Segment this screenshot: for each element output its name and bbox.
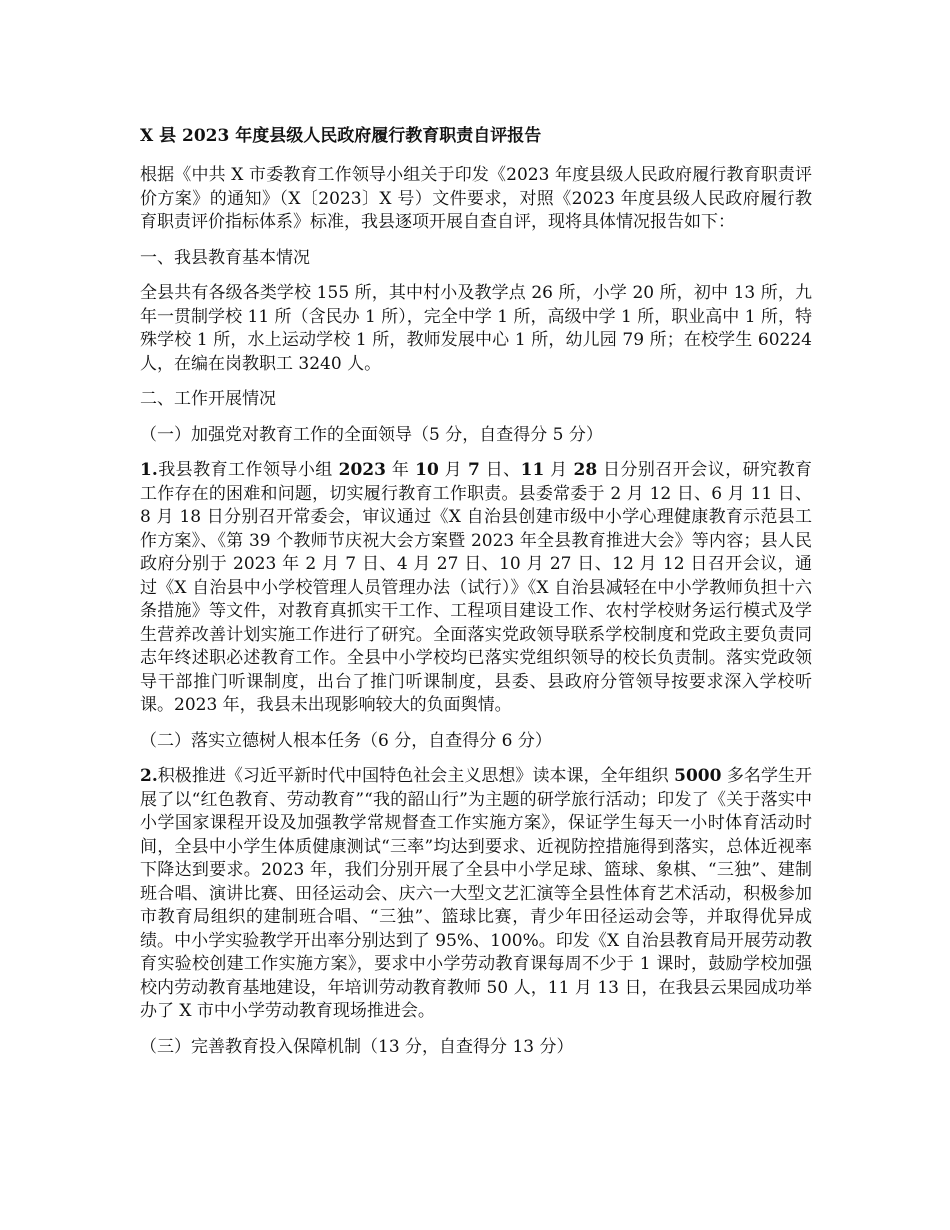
section1-heading: 一、我县教育基本情况 bbox=[140, 247, 310, 268]
section2-heading: 二、工作开展情况 bbox=[140, 389, 276, 409]
subsection3-heading: （三）完善教育投入保障机制（13 分，自查得分 13 分） bbox=[140, 1036, 574, 1057]
subsection2-heading: （二）落实立德树人根本任务（6 分，自查得分 6 分） bbox=[140, 730, 552, 751]
item2-paragraph bbox=[140, 765, 812, 1024]
item1-bold-month2: 11 bbox=[520, 460, 545, 480]
item1-bold-day2: 28 bbox=[573, 460, 598, 480]
item2-text-1: 积极推进《习近平新时代中国特色社会主义思想》读本课，全年组织 bbox=[157, 766, 675, 786]
item1-text-4: 日、 bbox=[479, 460, 521, 480]
subsection1-heading: （一）加强党对教育工作的全面领导（5 分，自查得分 5 分） bbox=[140, 424, 603, 445]
item1-number: 1. bbox=[140, 460, 158, 480]
item1-text-5: 月 bbox=[544, 460, 574, 480]
item2-bold-count: 5000 bbox=[674, 766, 722, 786]
item2-text-2: 多名学生开展了以“红色教育、劳动教育”“我的韶山行”为主题的研学旅行活动；印发了《关于落实中小学国家课程开设及加强教学常规督查工作实施方案》，保证学生每天一小时体育活动时间，全县中小学生体质健康测试“三率”均达到要求、近视防控措施得到落实，总体近视率下降达到要求。2023 年，我们分别开展了全县中小学足球、篮球、象棋、“三独”、建制班合唱、演讲比赛、田径运动会、庆六一大型文艺汇演等全县性体育艺术活动，积极参加市教育局组织的建制班合唱、“三独”、篮球比赛，青少年田径运动会等，并取得优异成绩。中小学实验教学开出率分别达到了 95%、100%。印发《X 自治县教育局开展劳动教育实验校创建工作实施方案》，要求中小学劳动教育课每周不少于 1 课时，鼓励学校加强校内劳动教育基地建设，年培训劳动教育教师 50 人，11 月 13 日，在我县云果园成功举办了 X 市中小学劳动教育现场推进会。 bbox=[140, 766, 813, 1021]
document-title: X 县 2023 年度县级人民政府履行教育职责自评报告 bbox=[140, 126, 542, 146]
intro-paragraph: 根据《中共 X 市委教育工作领导小组关于印发《2023 年度县级人民政府履行教育职责评价方案》的通知》（X〔2023〕X 号）文件要求，对照《2023 年度县级人民政府履行教育职责评价指标体系》标准，我县逐项开展自查自评，现将具体情况报告如下： bbox=[140, 165, 812, 232]
item1-bold-month1: 10 bbox=[415, 460, 439, 480]
item1-text-6: 日分别召开会议，研究教育工作存在的困难和问题，切实履行教育工作职责。县委常委于 2 月 12 日、6 月 11 日、8 月 18 日分别召开常委会，审议通过《X 自治县创建市级中小学心理健康教育示范县工作方案》、《第 39 个教师节庆祝大会方案暨 2023 年全县教育推进大会》等内容；县人民政府分别于 2023 年 2 月 7 日、4 月 27 日、10 月 27 日、12 月 12 日召开会议，通过《X 自治县中小学校管理人员管理办法（试行）》《X 自治县减轻在中小学教师负担十六条措施》等文件，对教育真抓实干工作、工程项目建设工作、农村学校财务运行模式及学生营养改善计划实施工作进行了研究。全面落实党政领导联系学校制度和党政主要负责同志年终述职必述教育工作。全县中小学校均已落实党组织领导的校长负责制。落实党政领导干部推门听课制度，出台了推门听课制度，县委、县政府分管领导按要求深入学校听课。2023 年，我县未出现影响较大的负面舆情。 bbox=[140, 460, 813, 715]
item1-text-1: 我县教育工作领导小组 bbox=[157, 460, 339, 480]
item1-bold-day1: 7 bbox=[468, 460, 480, 480]
item2-number: 2. bbox=[140, 766, 158, 786]
item1-paragraph bbox=[140, 459, 812, 718]
item1-text-3: 月 bbox=[438, 460, 468, 480]
item1-bold-year: 2023 bbox=[338, 460, 386, 480]
item1-text-2: 年 bbox=[385, 460, 416, 480]
section1-paragraph: 全县共有各级各类学校 155 所，其中村小及教学点 26 所，小学 20 所，初中 13 所，九年一贯制学校 11 所（含民办 1 所），完全中学 1 所，高级中学 1 所，职业高中 1 所，特殊学校 1 所，水上运动学校 1 所，教师发展中心 1 所，幼儿园 79 所；在校学生 60224 人，在编在岗教职工 3240 人。 bbox=[140, 283, 812, 374]
